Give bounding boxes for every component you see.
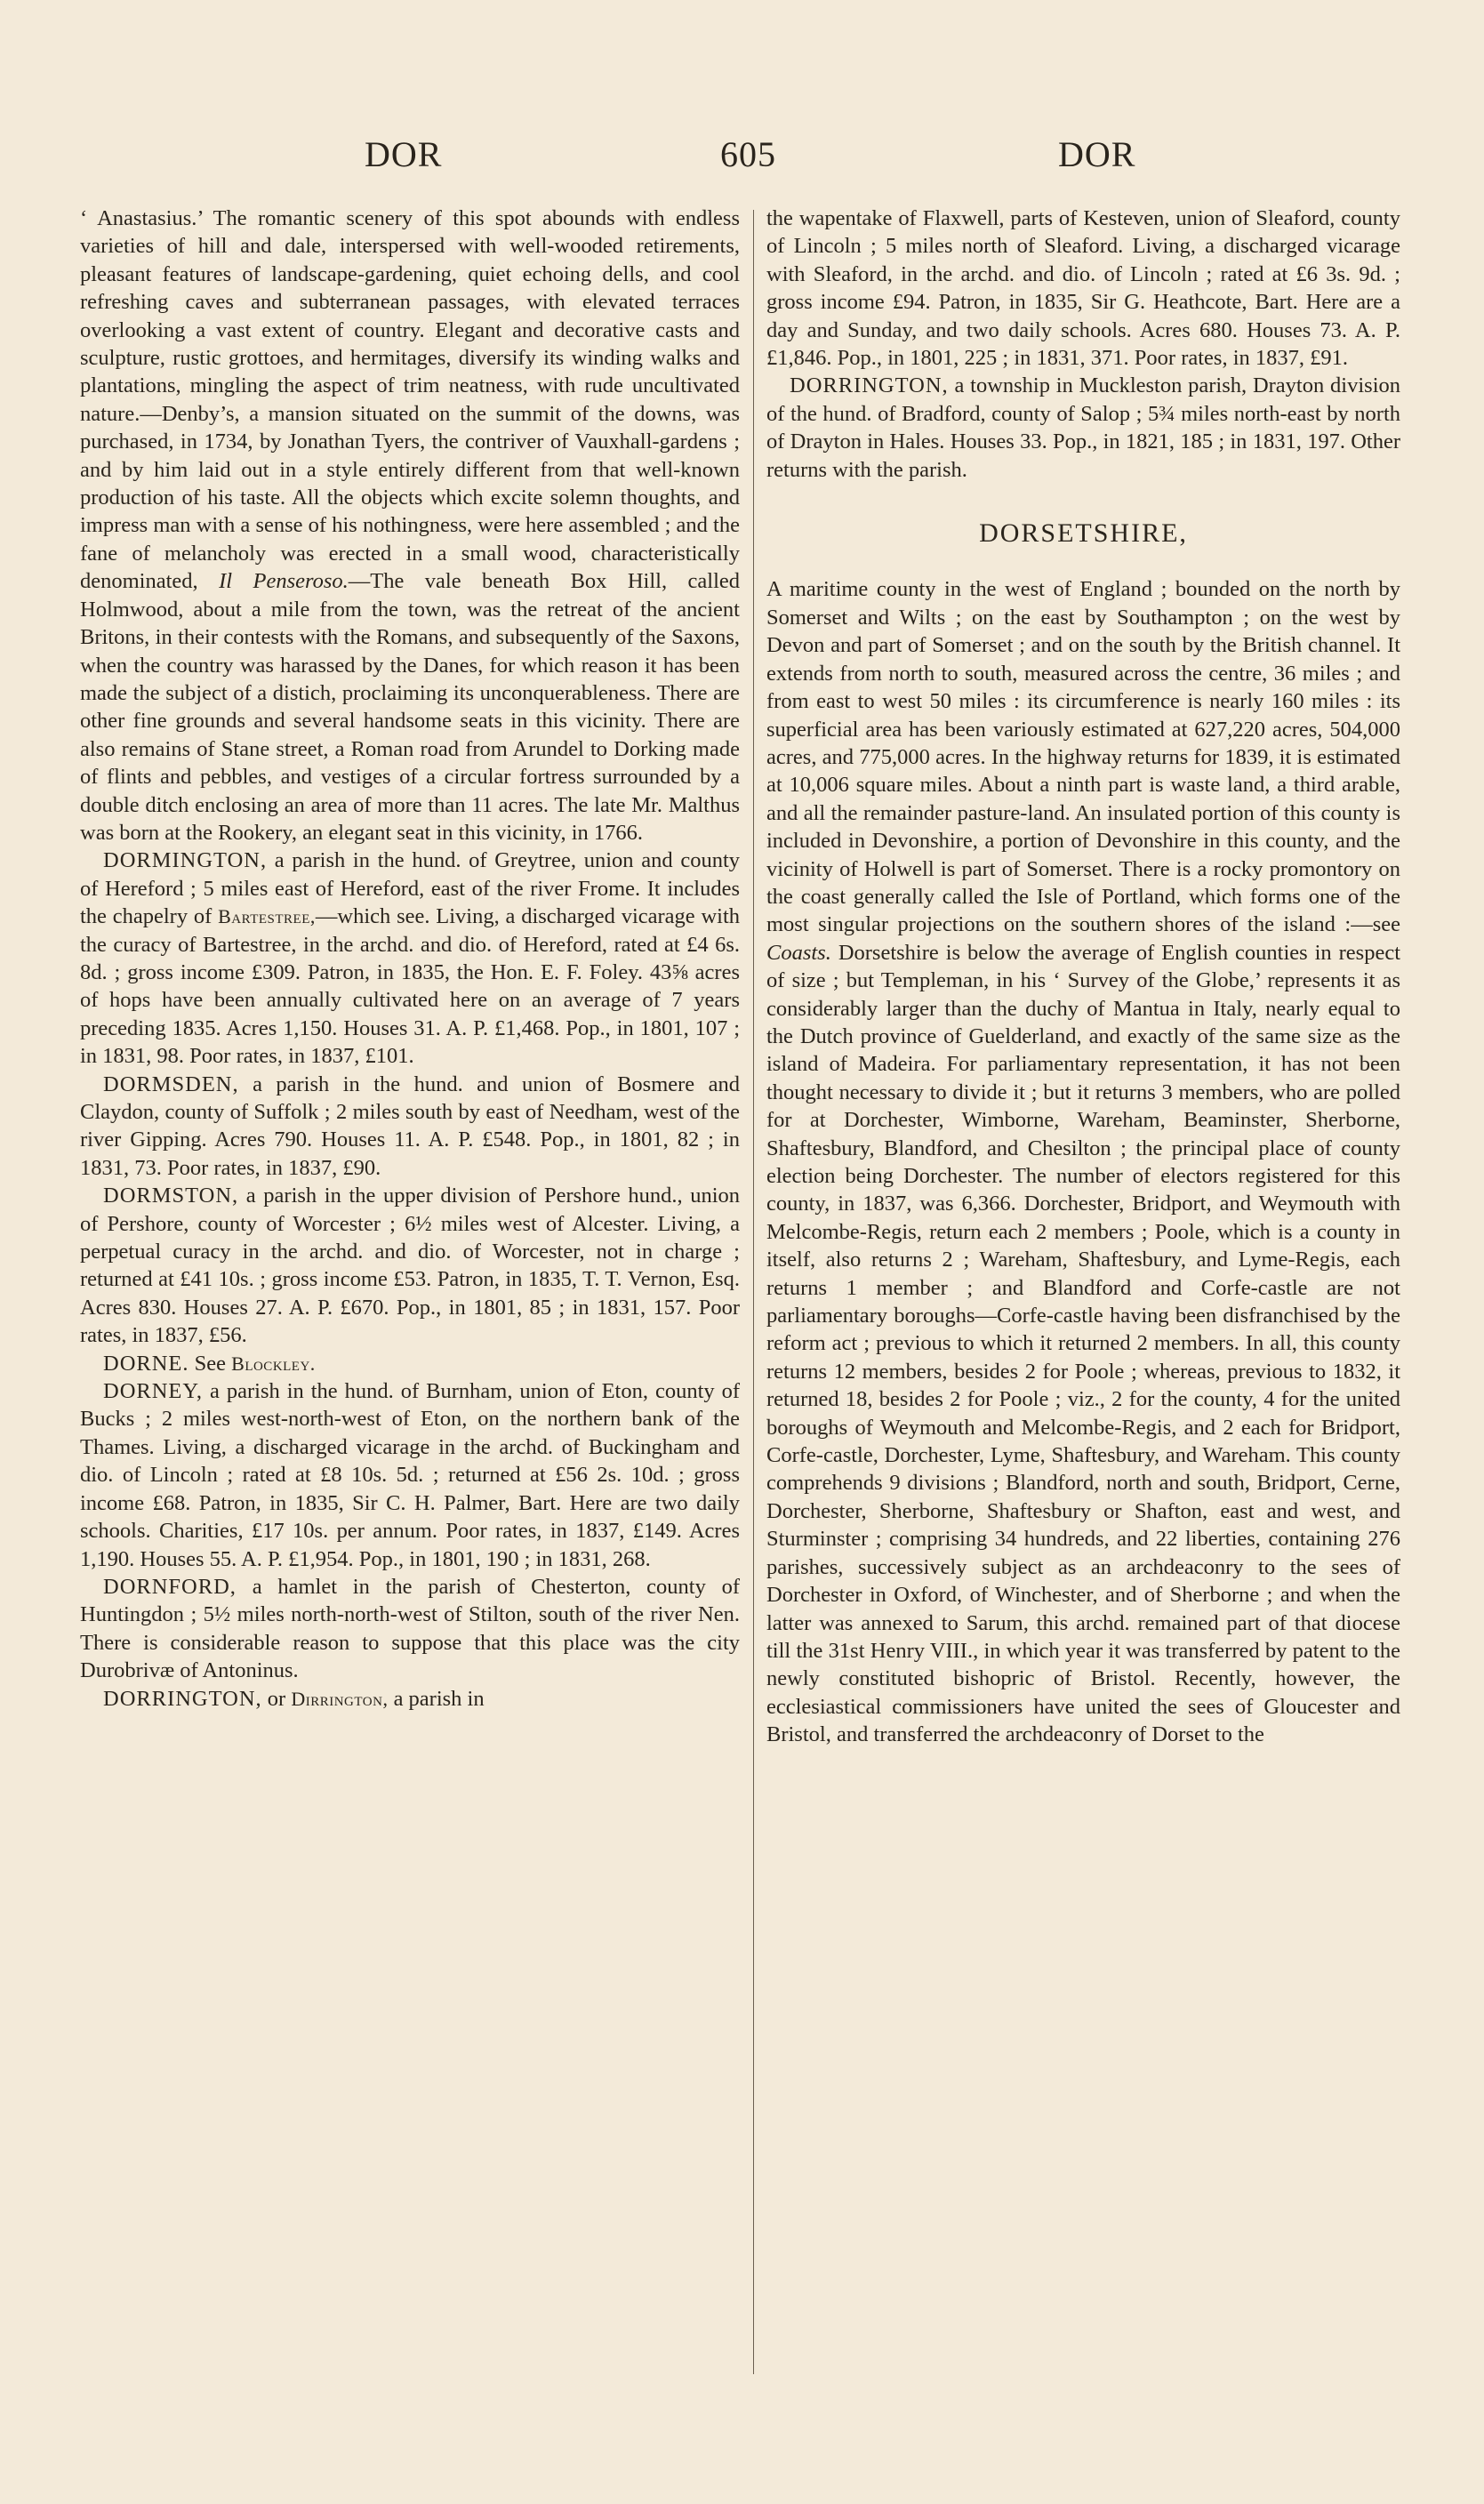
entry-text: —which see. Living, a discharged vicarage with the curacy of Bartestree, in the archd. and dio. of Hereford, rated at £4 6s. 8d. ; gross income £309. Patron, in 1835, the Hon. E. F. Foley. 43⅝ acres of hops have been annually cultivated here on an average of 7 years preceding 1835. Acres 1,150. Houses 31. A. P. £1,468. Pop., in 1801, 107 ; in 1831, 98. Poor rates, in 1837, £101. [80,904,741,1069]
entry-dorrington-lincoln [80,1685,740,1713]
entry-heading: DORNFORD, [103,1574,237,1599]
entry-text: a township in Muckleston parish, Drayton division of the hund. of Bradford, county of Salop ; 5¾ miles north-east by north of Drayton in Hales. Houses 33. Pop., in 1821, 185 ; in 1831, 197. Other returns with the parish. [766,373,1400,482]
entry-heading: DORRINGTON, [790,373,949,398]
entry-text: a hamlet in the parish of Chesterton, county of Huntingdon ; 5½ miles north-north-west of Stilton, south of the river Nen. There is considerable reason to suppose that this place was the city Durobrivæ of Antoninus. [80,1574,741,1683]
body-text: A maritime county in the west of England ; bounded on the north by Somerset and Wilts ; on the east by Southampton ; on the west by Devon and part of Somerset ; and on the south by the British channel. It extends from north to south, measured across the centre, 36 miles ; and from east to west 50 miles : its circumference is nearly 160 miles : its superficial area has been variously estimated at 627,220 acres, 504,000 acres, and 775,000 acres. In the highway returns for 1839, it is estimated at 10,006 square miles. About a ninth part is waste land, a third arable, and all the remainder pasture-land. An insulated portion of this county is included in Devonshire, a portion of Devonshire in this county, and the vicinity of Holwell is part of Somerset. There is a rocky promontory on the coast generally called the Isle of Portland, which forms one of the most singular projections on the southern shores of the island :—see [766,577,1400,937]
dorsetshire-paragraph [766,575,1400,1748]
entry-dormston [80,1182,740,1349]
entry-text: a parish in the upper division of Pershore hund., union of Pershore, county of Worcester ; 6½ miles west of Alcester. Living, a perpetual curacy in the archd. and dio. of Worcester, not in charge ; returned at £41 10s. ; gross income £53. Patron, in 1835, T. T. Vernon, Esq. Acres 830. Houses 27. A. P. £670. Pop., in 1801, 85 ; in 1831, 157. Poor rates, in 1837, £56. [80,1184,741,1348]
right-column [766,205,1400,1749]
entry-dorrington-salop [766,372,1400,484]
intro-italic: Il Penseroso. [219,569,349,594]
intro-rest: —The vale beneath Box Hill, called Holmwood, about a mile from the town, was the retreat of the ancient Britons, in their contests with the Romans, and subsequently of the Saxons, when the country was harassed by the Danes, for which reason it has been made the subject of a distich, proclaiming its unconquerableness. There are other fine grounds and several handsome seats in this vicinity. There are also remains of Stane street, a Roman road from Arundel to Dorking made of flints and pebbles, and vestiges of a circular fortress surrounded by a double ditch enclosing an area of more than 11 acres. The late Mr. Malthus was born at the Rookery, an elegant seat in this vicinity, in 1766. [80,569,740,845]
entry-heading: DORNE. [103,1351,189,1376]
cross-reference: Blockley. [231,1352,316,1375]
intro-paragraph [80,205,740,847]
entry-text: See [194,1351,227,1376]
cross-reference: Dirrington, [291,1687,389,1710]
cross-reference: Bartestree, [218,905,316,928]
entry-heading: DORMSDEN, [103,1071,239,1096]
section-title: DORSETSHIRE, [979,518,1188,549]
entry-dormington [80,847,740,1070]
entry-dorne [80,1350,740,1377]
entry-text: a parish in the hund. of Burnham, union of Eton, county of Bucks ; 2 miles west-north-west of Eton, on the northern bank of the Thames. Living, a discharged vicarage in the archd. of Buckingham and dio. of Lincoln ; rated at £8 10s. 5d. ; returned at £56 2s. 10d. ; gross income £68. Patron, in 1835, Sir C. H. Palmer, Bart. Here are two daily schools. Charities, £17 10s. per annum. Poor rates, in 1837, £149. Acres 1,190. Houses 55. A. P. £1,954. Pop., in 1801, 190 ; in 1831, 268. [80,1379,741,1571]
entry-dormsden [80,1071,740,1183]
entry-text: or [267,1686,286,1711]
running-header [0,133,1484,187]
entry-heading: DORNEY, [103,1379,204,1404]
entry-heading: DORMSTON, [103,1184,239,1208]
page-number: 605 [720,134,776,174]
entry-dorney [80,1377,740,1573]
entry-text: a parish in [393,1686,485,1711]
body-italic: Coasts. [766,940,831,965]
body-text: Dorsetshire is below the average of English counties in respect of size ; but Templeman, in his ‘ Survey of the Globe,’ represents it as considerably larger than the duchy of Mantua in Italy, nearly equal to the Dutch province of Guelderland, and exactly of the same size as the island of Madeira. For parliamentary representation, it has not been thought necessary to divide it ; but it returns 3 members, who are polled for at Dorchester, Wimborne, Wareham, Beaminster, Sherborne, Shaftesbury, Blandford, and Chesilton ; the principal place of county election being Dorchester. The number of electors registered for this county, in 1837, was 6,366. Dorchester, Bridport, and Weymouth with Melcombe-Regis, return each 2 members ; Poole, which is a county in itself, also returns 2 ; Wareham, Shaftesbury, and Lyme-Regis, each returns 1 member ; and Blandford and Corfe-castle are not parliamentary boroughs—Corfe-castle having been disfranchised by the reform act ; previous to which it returned 2 members. In all, this county returns 12 members, besides 2 for Poole ; whereas, previous to 1832, it returned 18, besides 2 for Poole ; viz., 2 for the county, 4 for the united boroughs of Weymouth and Melcombe-Regis, and 2 each for Bridport, Corfe-castle, Dorchester, Lyme, Shaftesbury, and Wareham. This county comprehends 9 divisions ; Blandford, north and south, Bridport, Cerne, Dorchester, Sherborne, Shaftesbury or Shafton, east and west, and Sturminster ; comprising 34 hundreds, and 22 liberties, containing 276 parishes, successively subject as an archdeaconry to the sees of Dorchester in Oxford, of Winchester, and of Sherborne ; and when the latter was annexed to Sarum, this archd. remained part of that diocese till the 31st Henry VIII., in which year it was transferred by patent to the newly constituted bishopric of Bristol. Recently, however, the ecclesiastical commissioners have united the sees of Gloucester and Bristol, and transferred the archdeaconry of Dorset to the [766,940,1401,1747]
header-left-word: DOR [365,134,443,174]
entry-heading: DORMINGTON, [103,848,268,873]
header-right-word: DOR [1058,134,1136,174]
entry-text: a parish in the hund. and union of Bosmere and Claydon, county of Suffolk ; 2 miles south by east of Needham, west of the river Gipping. Acres 790. Houses 11. A. P. £548. Pop., in 1801, 82 ; in 1831, 73. Poor rates, in 1837, £90. [80,1071,741,1180]
entry-heading: DORRINGTON, [103,1686,262,1711]
intro-text: ‘ Anastasius.’ The romantic scenery of this spot abounds with endless varieties of hill and dale, interspersed with well-wooded retirements, pleasant features of landscape-gardening, quiet echoing dells, and cool refreshing caves and subterranean passages, with elevated terraces overlooking a vast extent of country. Elegant and decorative casts and sculpture, rustic grottoes, and hermitages, diversify its winding walks and plantations, mingling the aspect of trim neatness, with rude uncultivated nature.—Denby’s, a mansion situated on the summit of the downs, was purchased, in 1734, by Jonathan Tyers, the contriver of Vauxhall-gardens ; and by him laid out in a style entirely different from that well-known production of his taste. All the objects which excite solemn thoughts, and impress man with a sense of his nothingness, were here assembled ; and the fane of melancholy was erected in a small wood, characteristically denominated, [80,206,740,594]
continuation-paragraph: the wapentake of Flaxwell, parts of Kesteven, union of Sleaford, county of Lincoln ; 5 miles north of Sleaford. Living, a discharged vicarage with Sleaford, in the archd. and dio. of Lincoln ; rated at £6 3s. 9d. ; gross income £94. Patron, in 1835, Sir G. Heathcote, Bart. Here are a day and Sunday, and two daily schools. Acres 680. Houses 73. A. P. £1,846. Pop., in 1801, 225 ; in 1831, 371. Poor rates, in 1837, £91. [766,206,1400,371]
entry-text: a parish in the hund. of Greytree, union and county of Hereford ; 5 miles east of Hereford, east of the river Frome. It includes the chapelry of [80,848,741,929]
column-divider [753,210,754,2374]
left-column [80,205,740,1713]
entry-dornford [80,1573,740,1685]
